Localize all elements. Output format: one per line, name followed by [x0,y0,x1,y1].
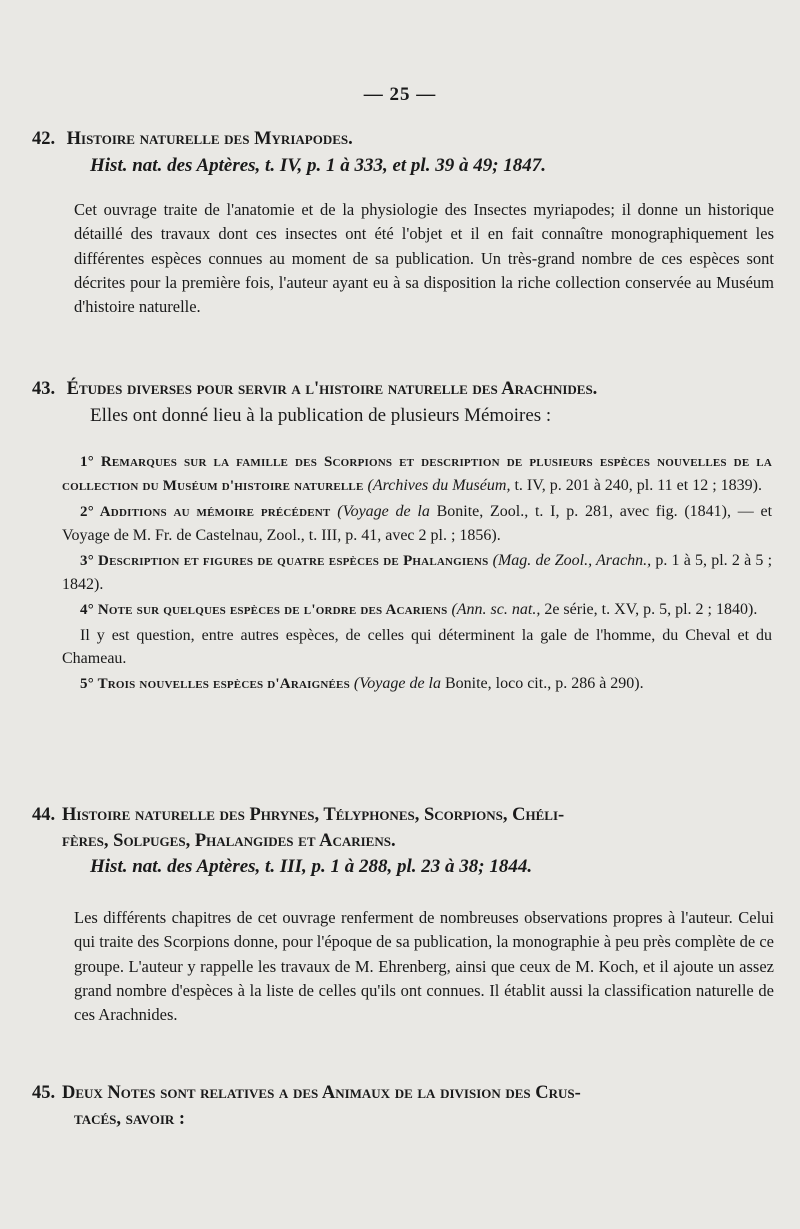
entry-43-memoir-list [62,450,772,696]
memoir-item-1: 1° Remarques sur la famille des Scorpions et description de plusieurs espèces nouvelles de la collection du Muséum d'histoire naturelle (Archives du Muséum, t. IV, p. 201 à 240, pl. 11 et 12 ; 1839). [62,454,772,494]
entry-45-heading [32,1080,772,1132]
entry-42-title: Histoire naturelle des Myriapodes. [66,129,353,149]
entry-45-number: 45. [32,1083,56,1103]
entry-45-title-line-1: Deux Notes sont relatives a des Animaux de la division des Crus- [62,1083,581,1103]
entry-45-title-line-2: tacés, savoir : [74,1109,186,1129]
entry-42-heading [32,126,772,152]
page-number: — 25 — [363,84,437,105]
entry-42-body: Cet ouvrage traite de l'anatomie et de la physiologie des Insectes myriapodes; il donne un historique détaillé des travaux dont ces insectes ont été l'objet et il en fait connaître monographiquement les différentes espèces connues au moment de sa publication. Un très-grand nombre de ces espèces sont décrites pour la première fois, l'auteur ayant eu à sa disposition la riche collection conservée au Muséum d'histoire naturelle. [74,200,774,317]
entry-42-reference: Hist. nat. des Aptères, t. IV, p. 1 à 333, et pl. 39 à 49; 1847. [90,155,547,176]
entry-44-title-line-1: Histoire naturelle des Phrynes, Télyphones, Scorpions, Chéli- [62,805,565,825]
entry-44-title-line-2: fères, Solpuges, Phalangides et Acariens. [62,831,396,851]
entry-44-number: 44. [32,805,56,825]
entry-44-reference: Hist. nat. des Aptères, t. III, p. 1 à 288, pl. 23 à 38; 1844. [90,856,533,877]
entry-43-number: 43. [32,379,56,399]
memoir-item-2: 2° Additions au mémoire précédent (Voyage de la Bonite, Zool., t. I, p. 281, avec fig. (1841), — et Voyage de M. Fr. de Castelnau, Zool., t. III, p. 41, avec 2 pl. ; 1856). [62,503,773,544]
entry-44-body: Les différents chapitres de cet ouvrage renferment de nombreuses observations propres à l'auteur. Celui qui traite des Scorpions donne, pour l'époque de sa publication, la monographie à peu près complète de ce groupe. L'auteur y rappelle les travaux de M. Ehrenberg, ainsi que ceux de M. Koch, et il ajoute un assez grand nombre d'espèces à la liste de celles qu'ils ont connues. Il établit aussi la classification naturelle de ces Arachnides. [74,908,774,1025]
entry-44-heading [32,802,772,854]
entry-43-title: Études diverses pour servir a l'histoire naturelle des Arachnides. [66,379,598,399]
memoir-item-3: 3° Description et figures de quatre espèces de Phalangiens (Mag. de Zool., Arachn., p. 1 à 5, pl. 2 à 5 ; 1842). [62,552,773,593]
memoir-item-4-note: Il y est question, entre autres espèces, de celles qui déterminent la gale de l'homme, du Cheval et du Chameau. [62,627,772,667]
entry-43-intro: Elles ont donné lieu à la publication de plusieurs Mémoires : [90,405,552,426]
memoir-item-5: 5° Trois nouvelles espèces d'Araignées (Voyage de la Bonite, loco cit., p. 286 à 290). [80,675,644,692]
entry-43-heading [32,376,772,402]
memoir-item-4: 4° Note sur quelques espèces de l'ordre des Acariens (Ann. sc. nat., 2e série, t. XV, p. 5, pl. 2 ; 1840). [80,601,758,618]
entry-42-number: 42. [32,129,56,149]
